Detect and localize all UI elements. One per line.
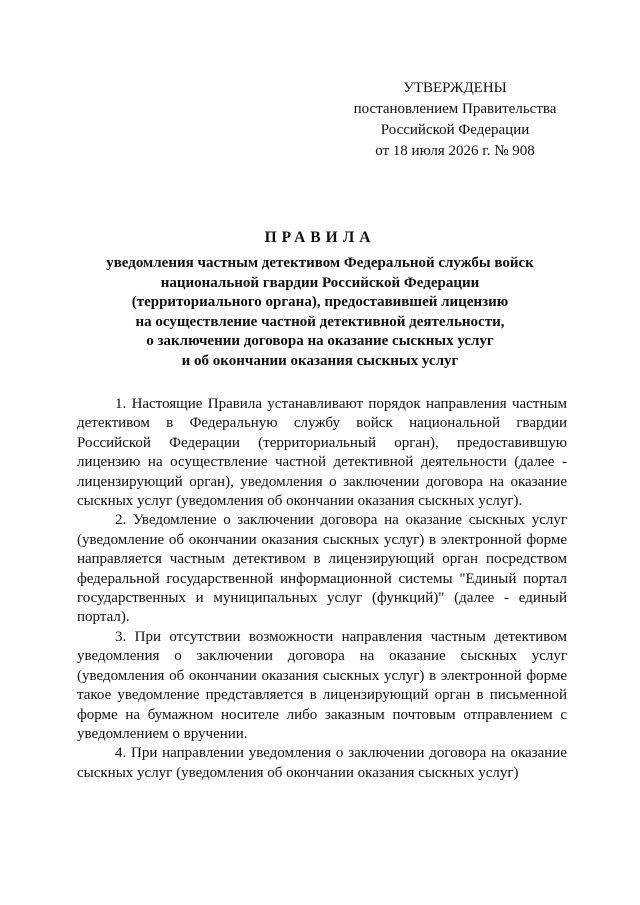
document-title: ПРАВИЛА	[264, 229, 376, 246]
document-body	[77, 395, 567, 783]
approval-line: постановлением Правительства	[353, 101, 557, 117]
document-subtitle	[0, 254, 640, 372]
subtitle-line: о заключении договора на оказание сыскных услуг	[146, 333, 494, 350]
approval-date-number: от 18 июля 2026 г. № 908	[375, 143, 535, 159]
subtitle-line: уведомления частным детективом Федеральной службы войск	[106, 255, 534, 271]
paragraph-1: 1. Настоящие Правила устанавливают порядок направления частным детективом в Федеральную службу войск национальной гвардии Российской Федерации (территориальный орган), предоставившую лицензию на осуществление частной детективной деятельности (далее - лицензирующий орган), уведомления о заключении договора на оказание сыскных услуг (уведомления об окончании оказания сыскных услуг).	[77, 396, 567, 510]
paragraph-3: 3. При отсутствии возможности направления частным детективом уведомления о заключении договора на оказание сыскных услуг (уведомления об окончании оказания сыскных услуг) в электронной форме такое уведомление представляется в лицензирующий орган в письменной форме на бумажном носителе либо заказным почтовым отправлением с уведомлением о вручении.	[77, 628, 567, 742]
paragraph-2: 2. Уведомление о заключении договора на оказание сыскных услуг (уведомление об окончании оказания сыскных услуг) в электронной форме направляется частным детективом в лицензирующий орган посредством федеральной государственной информационной системы "Единый портал государственных и муниципальных услуг (функций)" (далее - единый портал).	[77, 512, 567, 626]
approval-stamp	[330, 78, 580, 162]
subtitle-line: и об окончании оказания сыскных услуг	[181, 352, 459, 369]
subtitle-line: (территориального органа), предоставившей лицензию	[131, 294, 509, 311]
subtitle-line: на осуществление частной детективной деятельности,	[135, 313, 505, 330]
paragraph-4: 4. При направлении уведомления о заключении договора на оказание сыскных услуг (уведомления об окончании оказания сыскных услуг)	[77, 745, 567, 781]
approval-line: Российской Федерации	[380, 122, 530, 138]
subtitle-line: национальной гвардии Российской Федерации	[160, 274, 480, 291]
approval-heading: УТВЕРЖДЕНЫ	[403, 80, 507, 96]
